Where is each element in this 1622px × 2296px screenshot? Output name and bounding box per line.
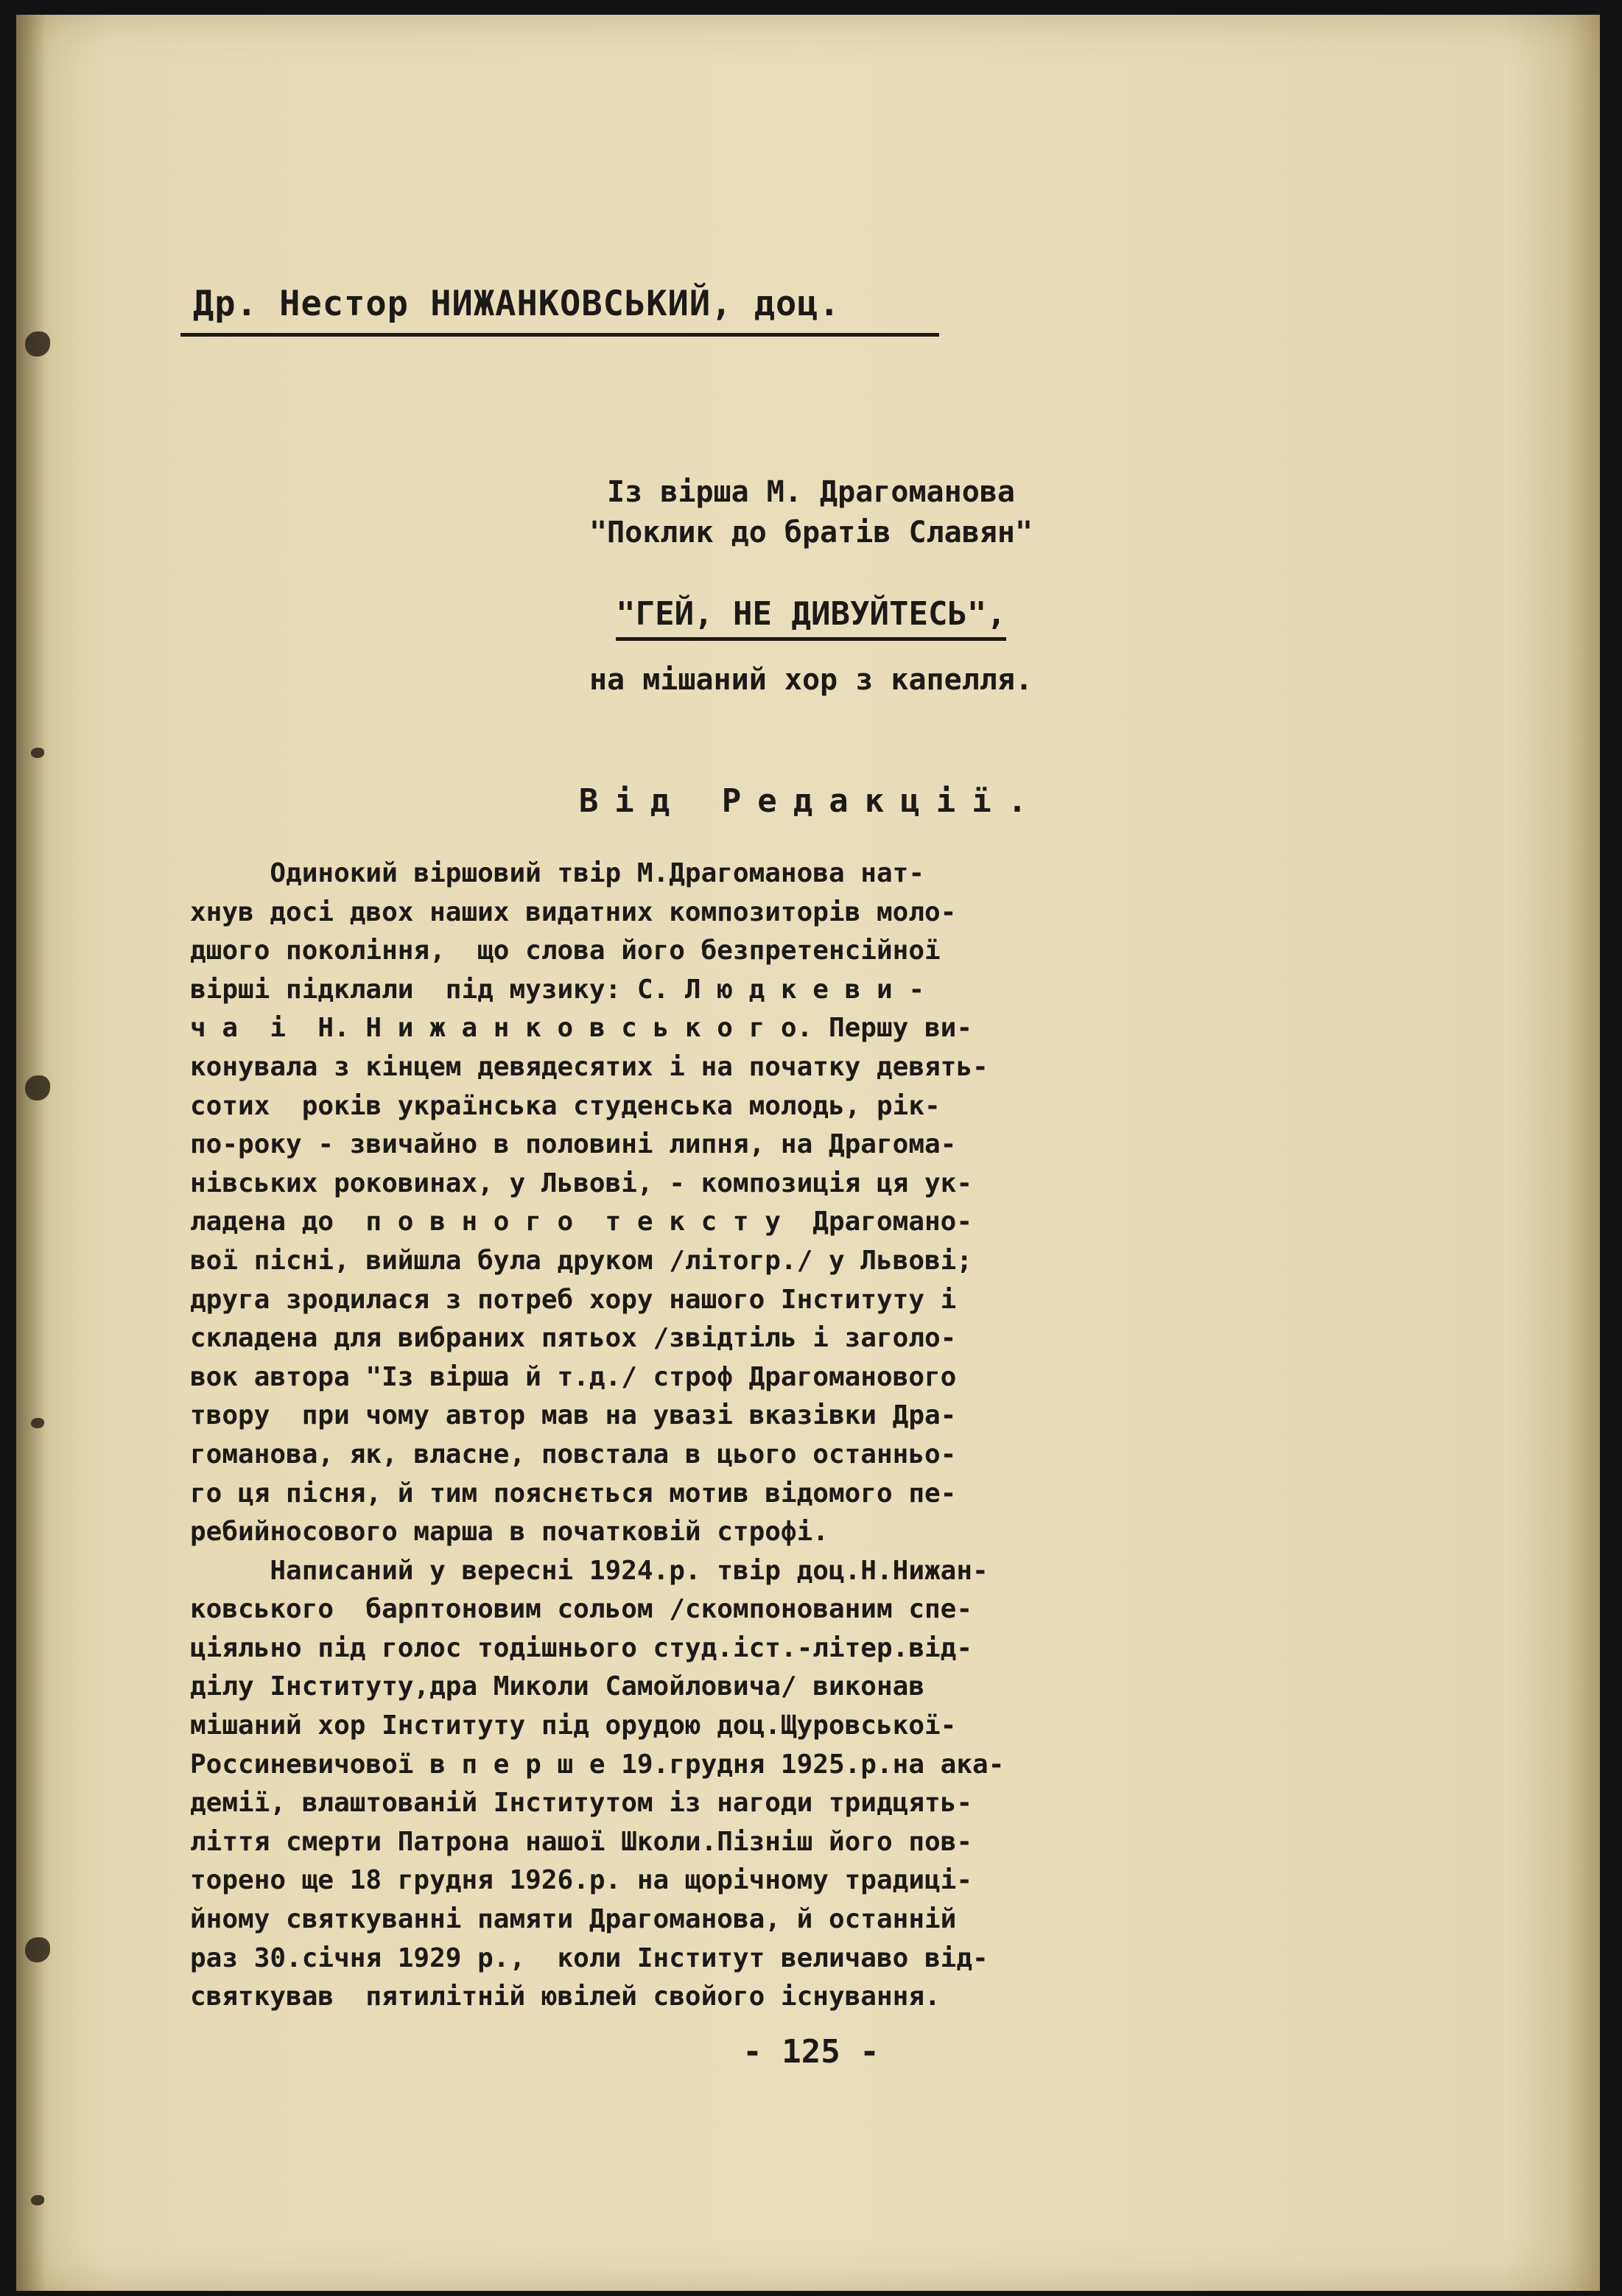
text-line: конувала з кінцем девядесятих і на початку девять-	[190, 1051, 989, 1082]
title-poem-name: "Поклик до братів Славян"	[589, 516, 1033, 550]
song-subtitle: на мішаний хор з капелля.	[589, 663, 1033, 697]
binding-hole	[25, 1075, 50, 1100]
song-title-text: "ГЕЙ, НЕ ДИВУЙТЕСЬ",	[616, 595, 1006, 641]
text-line: нівських роковинах, у Львові, - композиція ця ук-	[190, 1168, 973, 1198]
text-line: сотих років українська студенська молодь, рік-	[190, 1090, 941, 1121]
text-line: друга зродилася з потреб хору нашого Інституту і	[190, 1284, 957, 1315]
text-line: хнув досі двох наших видатних композиторів моло-	[190, 896, 957, 927]
text-line: ковського барптоновим сольом /скомпонованим спе-	[190, 1594, 973, 1625]
text-line: ціяльно під голос тодішнього студ.іст.-літер.від-	[190, 1632, 973, 1663]
text-line: складена для вибраних пятьох /звідтіль і заголо-	[190, 1323, 957, 1354]
text-line: ліття смерти Патрона нашої Школи.Пізніш його пов-	[190, 1826, 973, 1857]
binding-hole	[31, 1418, 44, 1428]
text-line: Одинокий віршовий твір М.Драгоманова нат-	[190, 858, 924, 888]
text-line: по-року - звичайно в половині липня, на Драгома-	[190, 1129, 957, 1160]
editorial-text	[190, 854, 1398, 2017]
text-line: вої пісні, вийшла була друком /літогр./ у Львові;	[190, 1245, 973, 1276]
binding-hole	[25, 1937, 50, 1962]
text-line: ділу Інституту,дра Миколи Самойловича/ виконав	[190, 1671, 924, 1702]
text-line: вірші підклали під музику: С. Л ю д к е в и -	[190, 974, 924, 1005]
text-line: гоманова, як, власне, повстала в цього останньо-	[190, 1439, 957, 1470]
text-line: дшого покоління, що слова його безпретенсійної	[190, 935, 941, 966]
binding-hole	[31, 748, 44, 758]
author-line: Др. Нестор НИЖАНКОВСЬКИЙ, доц.	[193, 284, 840, 324]
binding-hole	[25, 331, 50, 357]
text-line: ребийносового марша в початковій строфі.	[190, 1517, 829, 1548]
text-line: Написаний у вересні 1924.р. твір доц.Н.Нижан-	[190, 1555, 989, 1586]
editorial-heading: Від Редакції.	[578, 782, 1044, 820]
page-number: - 125 -	[742, 2033, 880, 2071]
author-underline	[180, 333, 939, 337]
text-line: мішаний хор Інституту під орудою доц.Щуровської-	[190, 1710, 957, 1741]
text-line: святкував пятилітній ювілей свойого існування.	[190, 1981, 941, 2012]
text-line: ч а і Н. Н и ж а н к о в с ь к о г о. Першу ви-	[190, 1013, 973, 1044]
title-source-line: Із вірша М. Драгоманова	[607, 475, 1015, 509]
text-line: го ця пісня, й тим пояснється мотив відомого пе-	[190, 1478, 957, 1509]
text-line: вок автора "Із вірша й т.д./ строф Драгоманового	[190, 1361, 957, 1392]
binding-hole	[31, 2195, 44, 2205]
text-line: йному святкуванні памяти Драгоманова, й останній	[190, 1904, 957, 1935]
text-line: раз 30.січня 1929 р., коли Інститут величаво від-	[190, 1942, 989, 1973]
text-line: Россиневичової в п е р ш е 19.грудня 1925.р.на ака-	[190, 1749, 1005, 1780]
text-line: торено ще 18 грудня 1926.р. на щорічному традиці-	[190, 1865, 973, 1896]
text-line: ладена до п о в н о г о т е к с т у Драгомано-	[190, 1207, 973, 1237]
text-line: демії, влаштованій Інститутом із нагоди тридцять-	[190, 1788, 973, 1819]
song-title	[0, 595, 1622, 633]
text-line: твору при чому автор мав на увазі вказівки Дра-	[190, 1400, 957, 1431]
